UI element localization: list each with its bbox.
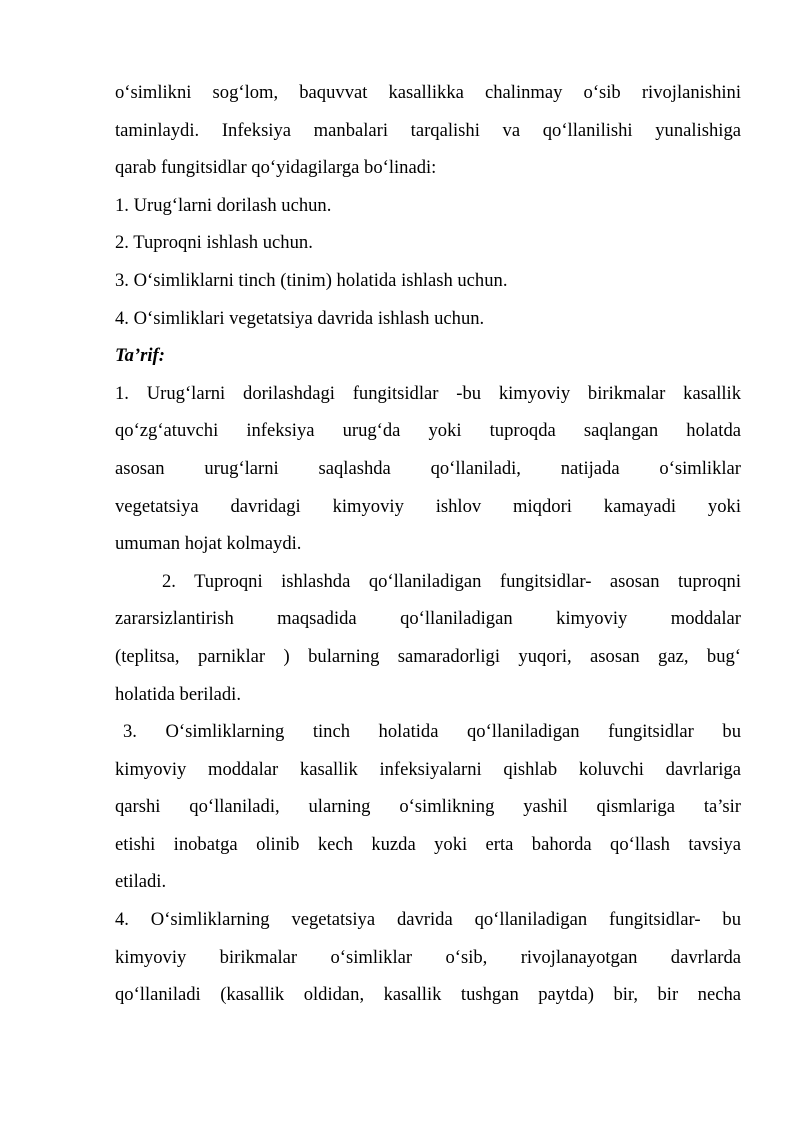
definition-4-line: 4. O‘simliklarning vegetatsiya davrida qo‘llaniladigan fungitsidlar- bu (115, 909, 741, 931)
definition-3-line: qarshi qo‘llaniladi, ularning o‘simlikning yashil qismlariga ta’sir (115, 796, 741, 818)
definition-1-line: umuman hojat kolmaydi. (115, 533, 302, 555)
definition-2-line: zararsizlantirish maqsadida qo‘llaniladigan kimyoviy moddalar (115, 608, 741, 630)
definition-3-line: etiladi. (115, 871, 167, 893)
list-item: 1. Urug‘larni dorilash uchun. (115, 194, 332, 216)
definition-1-line: qo‘zg‘atuvchi infeksiya urug‘da yoki tuproqda saqlangan holatda (115, 420, 741, 442)
definition-2-line: holatida beriladi. (115, 683, 241, 705)
tarif-heading: Ta’rif: (115, 345, 165, 367)
intro-line: qarab fungitsidlar qo‘yidagilarga bo‘linadi: (115, 157, 437, 179)
document-body (115, 74, 741, 1014)
definition-3-line: 3. O‘simliklarning tinch holatida qo‘llaniladigan fungitsidlar bu (123, 721, 741, 743)
list-item: 3. O‘simliklarni tinch (tinim) holatida ishlash uchun. (115, 269, 508, 291)
definition-1-line: asosan urug‘larni saqlashda qo‘llaniladi, natijada o‘simliklar (115, 457, 741, 479)
intro-line: taminlaydi. Infeksiya manbalari tarqalishi va qo‘llanilishi yunalishiga (115, 119, 741, 141)
definition-4-line: kimyoviy birikmalar o‘simliklar o‘sib, rivojlanayotgan davrlarda (115, 946, 741, 968)
definition-2-line: 2. Tuproqni ishlashda qo‘llaniladigan fungitsidlar- asosan tuproqni (162, 570, 741, 592)
definition-2-line: (teplitsa, parniklar ) bularning samaradorligi yuqori, asosan gaz, bug‘ (115, 645, 741, 667)
list-item: 4. O‘simliklari vegetatsiya davrida ishlash uchun. (115, 307, 485, 329)
definition-3-line: etishi inobatga olinib kech kuzda yoki erta bahorda qo‘llash tavsiya (115, 833, 741, 855)
definition-1-line: vegetatsiya davridagi kimyoviy ishlov miqdori kamayadi yoki (115, 495, 741, 517)
definition-1-line: 1. Urug‘larni dorilashdagi fungitsidlar -bu kimyoviy birikmalar kasallik (115, 382, 741, 404)
definition-3-line: kimyoviy moddalar kasallik infeksiyalarni qishlab koluvchi davrlariga (115, 758, 741, 780)
list-item: 2. Tuproqni ishlash uchun. (115, 232, 313, 254)
intro-line: o‘simlikni sog‘lom, baquvvat kasallikka chalinmay o‘sib rivojlanishini (115, 82, 741, 103)
definition-4-line: qo‘llaniladi (kasallik oldidan, kasallik tushgan paytda) bir, bir necha (115, 984, 741, 1006)
